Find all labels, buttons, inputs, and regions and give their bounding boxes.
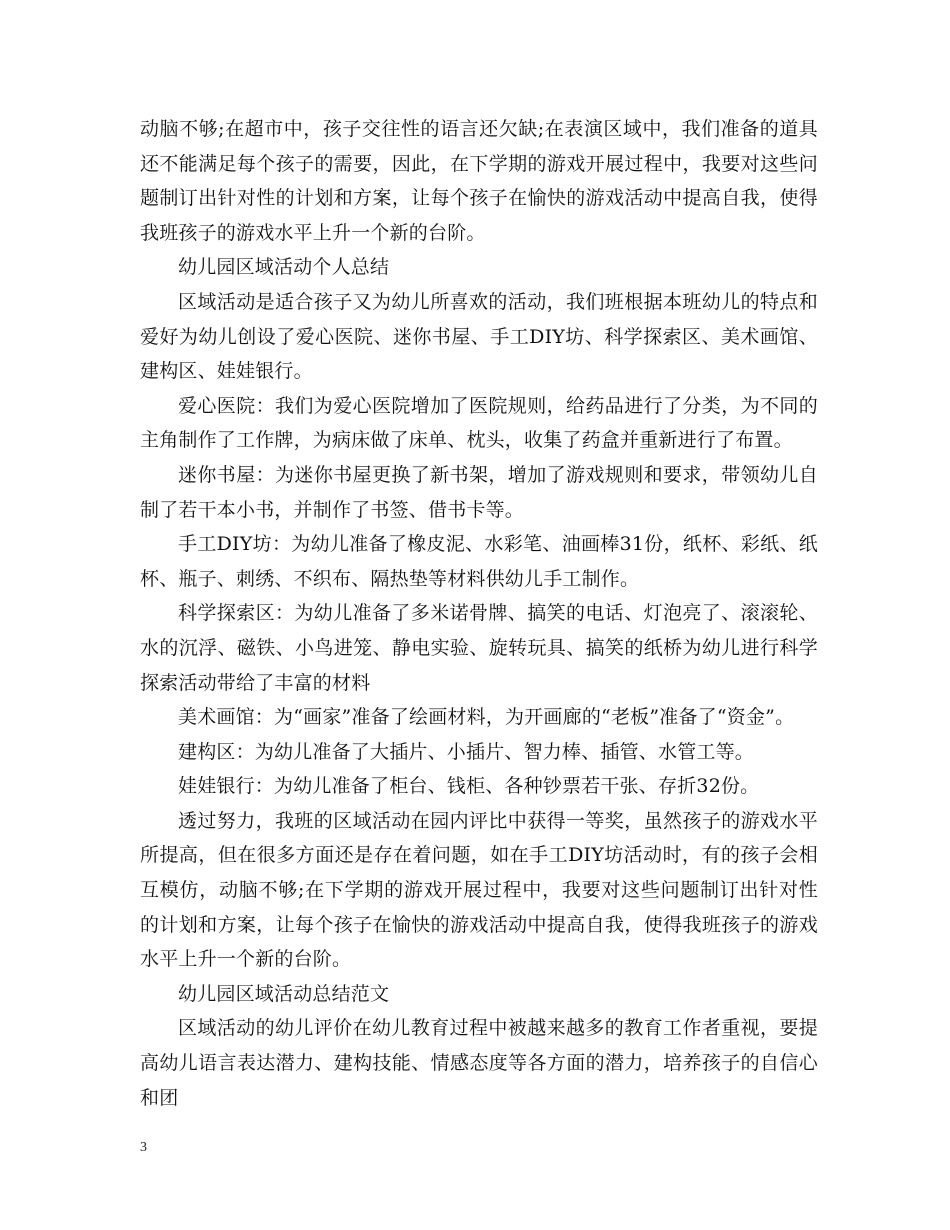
paragraph-construction-area: 建构区：为幼儿准备了大插片、小插片、智力棒、插管、水管工等。 — [178, 740, 755, 763]
paragraph-diy-workshop: 手工DIY坊：为幼儿准备了橡皮泥、水彩笔、油画棒31份，纸杯、彩纸、纸杯、瓶子、刺绣、不织布、隔热垫等材料供幼儿手工制作。 — [140, 533, 818, 590]
page-number: 3 — [140, 1140, 147, 1155]
paragraph-continuation: 动脑不够;在超市中，孩子交往性的语言还欠缺;在表演区域中，我们准备的道具还不能满足每个孩子的需要，因此，在下学期的游戏开展过程中，我要对这些问题制订出针对性的计划和方案，让每个孩子在愉快的游戏活动中提高自我，使得我班孩子的游戏水平上升一个新的台阶。 — [140, 118, 818, 244]
paragraph-science-area: 科学探索区：为幼儿准备了多米诺骨牌、搞笑的电话、灯泡亮了、滚滚轮、水的沉浮、磁铁、小鸟进笼、静电实验、旋转玩具、搞笑的纸桥为幼儿进行科学探索活动带给了丰富的材料 — [140, 602, 818, 694]
paragraph-mini-bookhouse: 迷你书屋：为迷你书屋更换了新书架，增加了游戏规则和要求，带领幼儿自制了若干本小书，并制作了书签、借书卡等。 — [140, 463, 818, 521]
paragraph-love-hospital: 爱心医院：我们为爱心医院增加了医院规则，给药品进行了分类，为不同的主角制作了工作牌，为病床做了床单、枕头，收集了药盒并重新进行了布置。 — [140, 394, 818, 452]
document-body — [140, 112, 818, 1115]
section-heading-personal-summary: 幼儿园区域活动个人总结 — [178, 256, 390, 279]
paragraph-doll-bank: 娃娃银行：为幼儿准备了柜台、钱柜、各种钞票若干张、存折32份。 — [178, 775, 760, 798]
paragraph-intro: 区域活动是适合孩子又为幼儿所喜欢的活动，我们班根据本班幼儿的特点和爱好为幼儿创设了爱心医院、迷你书屋、手工DIY坊、科学探索区、美术画馆、建构区、娃娃银行。 — [140, 290, 818, 383]
paragraph-conclusion: 透过努力，我班的区域活动在园内评比中获得一等奖，虽然孩子的游戏水平所提高，但在很多方面还是存在着问题，如在手工DIY坊活动时，有的孩子会相互模仿，动脑不够;在下学期的游戏开展过程中，我要对这些问题制订出针对性的计划和方案，让每个孩子在愉快的游戏活动中提高自我，使得我班孩子的游戏水平上升一个新的台阶。 — [140, 809, 818, 971]
paragraph-evaluation: 区域活动的幼儿评价在幼儿教育过程中被越来越多的教育工作者重视，要提高幼儿语言表达潜力、建构技能、情感态度等各方面的潜力，培养孩子的自信心和团 — [140, 1017, 818, 1109]
paragraph-art-gallery: 美术画馆：为“画家”准备了绘画材料，为开画廊的“老板”准备了“资金”。 — [178, 706, 795, 729]
section-heading-summary-sample: 幼儿园区域活动总结范文 — [178, 982, 390, 1005]
